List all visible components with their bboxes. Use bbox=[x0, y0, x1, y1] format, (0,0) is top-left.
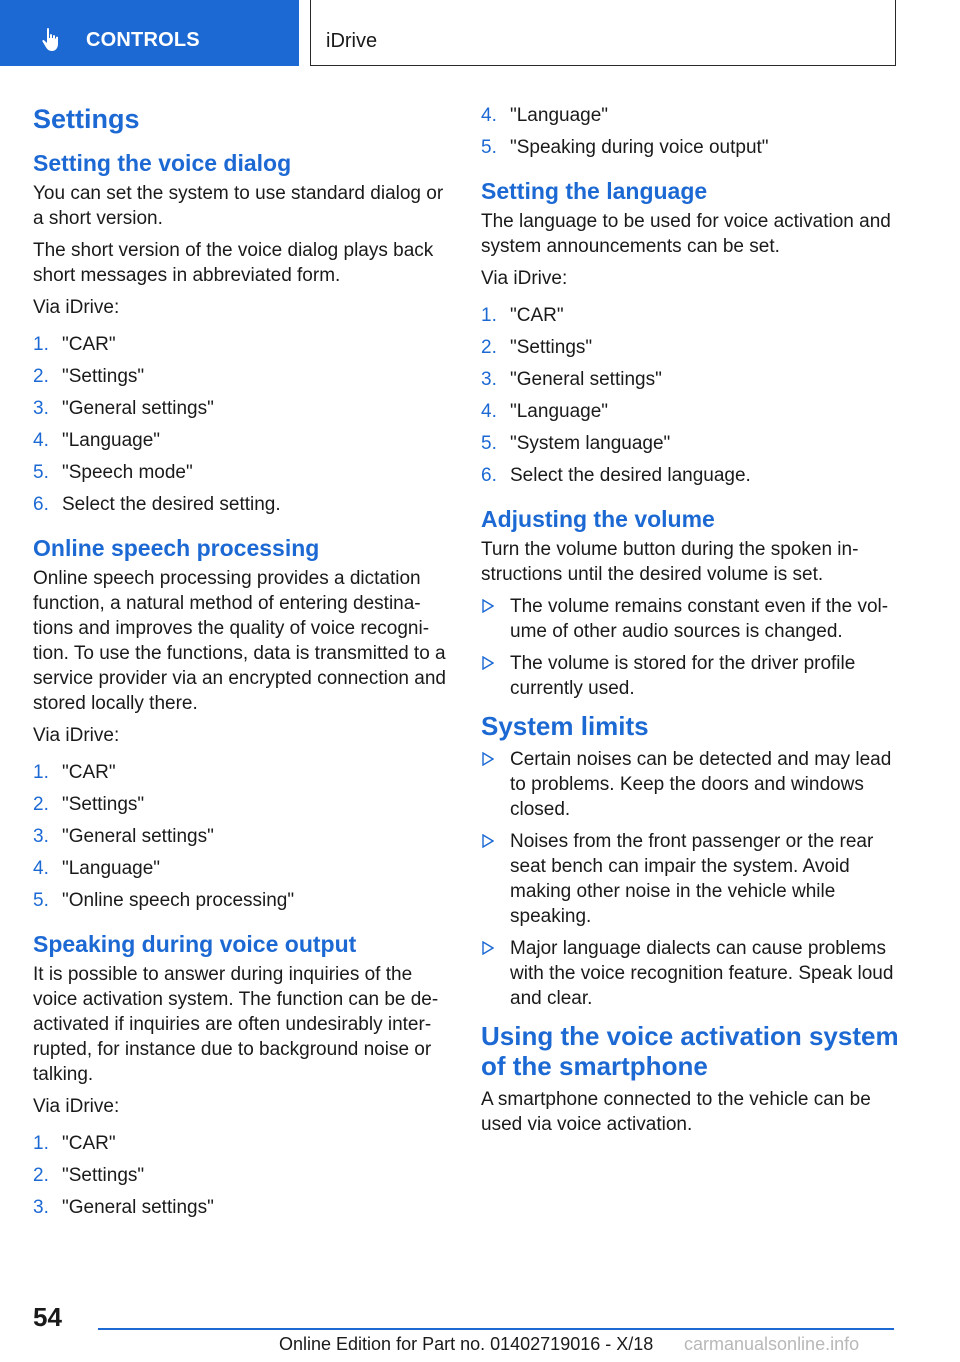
list-item bbox=[481, 651, 901, 701]
step-text: "CAR" bbox=[62, 762, 116, 783]
paragraph: A smartphone connected to the vehicle can be used via voice activation. bbox=[481, 1089, 871, 1135]
via-idrive-label: Via iDrive: bbox=[481, 268, 568, 289]
step-text: "General settings" bbox=[510, 369, 662, 390]
list-item bbox=[33, 1192, 453, 1224]
paragraph: It is possible to answer during inquiries of the voice activation system. The function can be de-activated if inquiries are often undesirably inter-rupted, for instance due to background noise or talking. bbox=[33, 964, 439, 1085]
section-heading-system-limits: System limits bbox=[481, 711, 649, 741]
list-item bbox=[481, 747, 901, 822]
section-heading-settings: Settings bbox=[33, 104, 140, 134]
step-number: 4. bbox=[481, 105, 497, 126]
section-tab bbox=[0, 0, 299, 66]
step-list bbox=[33, 1128, 453, 1224]
step-number: 4. bbox=[33, 430, 49, 451]
step-text: Select the desired setting. bbox=[62, 494, 281, 515]
step-number: 1. bbox=[33, 1133, 49, 1154]
list-item bbox=[481, 332, 901, 364]
subheading-online-speech: Online speech processing bbox=[33, 535, 320, 561]
left-column bbox=[33, 100, 453, 1236]
step-number: 4. bbox=[33, 858, 49, 879]
list-item bbox=[33, 361, 453, 393]
list-item bbox=[33, 757, 453, 789]
section-heading-smartphone-voice: Using the voice activation system of the smartphone bbox=[481, 1021, 899, 1081]
subheading-voice-dialog: Setting the voice dialog bbox=[33, 150, 292, 176]
list-item bbox=[481, 132, 901, 164]
step-list bbox=[481, 100, 901, 164]
list-item bbox=[33, 1160, 453, 1192]
page-number: 54 bbox=[33, 1302, 62, 1332]
bullet-text: The volume remains constant even if the vol-ume of other audio sources is changed. bbox=[510, 596, 889, 642]
right-column bbox=[481, 100, 901, 1144]
paragraph: The short version of the voice dialog plays back short messages in abbreviated form. bbox=[33, 240, 434, 286]
step-text: "Language" bbox=[62, 858, 161, 879]
step-text: "General settings" bbox=[62, 398, 214, 419]
step-text: "Online speech processing" bbox=[62, 890, 295, 911]
list-item bbox=[481, 396, 901, 428]
step-list bbox=[33, 757, 453, 917]
via-idrive-label: Via iDrive: bbox=[33, 297, 120, 318]
list-item bbox=[33, 489, 453, 521]
via-idrive-label: Via iDrive: bbox=[33, 1096, 120, 1117]
step-number: 1. bbox=[33, 762, 49, 783]
step-text: "General settings" bbox=[62, 826, 214, 847]
list-item bbox=[481, 460, 901, 492]
list-item bbox=[33, 853, 453, 885]
step-number: 2. bbox=[481, 337, 497, 358]
triangle-bullet-icon bbox=[482, 941, 494, 955]
step-number: 5. bbox=[33, 890, 49, 911]
list-item bbox=[33, 393, 453, 425]
list-item bbox=[481, 300, 901, 332]
step-text: "CAR" bbox=[62, 1133, 116, 1154]
step-text: "Settings" bbox=[62, 794, 145, 815]
list-item bbox=[33, 457, 453, 489]
step-number: 6. bbox=[33, 494, 49, 515]
list-item bbox=[481, 829, 901, 929]
step-number: 4. bbox=[481, 401, 497, 422]
list-item bbox=[481, 936, 901, 1011]
step-number: 5. bbox=[33, 462, 49, 483]
triangle-bullet-icon bbox=[482, 599, 494, 613]
via-idrive-label: Via iDrive: bbox=[33, 725, 120, 746]
list-item bbox=[481, 364, 901, 396]
step-number: 5. bbox=[481, 433, 497, 454]
list-item bbox=[33, 821, 453, 853]
triangle-bullet-icon bbox=[482, 752, 494, 766]
step-text: "CAR" bbox=[510, 305, 564, 326]
step-number: 3. bbox=[33, 826, 49, 847]
hand-pointer-icon bbox=[38, 26, 66, 54]
step-text: "CAR" bbox=[62, 334, 116, 355]
subheading-adjusting-volume: Adjusting the volume bbox=[481, 506, 715, 532]
paragraph: Online speech processing provides a dictation function, a natural method of entering destina-tions and improves the quality of voice recogni-tion. To use the functions, data is transmitted to a service provider via an encrypted connection and stored locally there. bbox=[33, 568, 446, 714]
step-list bbox=[33, 329, 453, 521]
step-number: 1. bbox=[481, 305, 497, 326]
list-item bbox=[33, 885, 453, 917]
paragraph: Turn the volume button during the spoken in-structions until the desired volume is set. bbox=[481, 539, 859, 585]
step-number: 3. bbox=[33, 1197, 49, 1218]
step-text: "Settings" bbox=[62, 366, 145, 387]
paragraph: The language to be used for voice activation and system announcements can be set. bbox=[481, 211, 891, 257]
step-text: "Settings" bbox=[510, 337, 593, 358]
step-number: 2. bbox=[33, 794, 49, 815]
footer-divider bbox=[98, 1328, 894, 1330]
list-item bbox=[33, 425, 453, 457]
subheading-setting-language: Setting the language bbox=[481, 178, 708, 204]
step-number: 3. bbox=[33, 398, 49, 419]
bullet-list bbox=[481, 594, 901, 701]
triangle-bullet-icon bbox=[482, 656, 494, 670]
step-number: 2. bbox=[33, 1165, 49, 1186]
step-list bbox=[481, 300, 901, 492]
triangle-bullet-icon bbox=[482, 834, 494, 848]
bullet-text: The volume is stored for the driver profile currently used. bbox=[510, 653, 856, 699]
step-number: 5. bbox=[481, 137, 497, 158]
list-item bbox=[33, 789, 453, 821]
bullet-list bbox=[481, 747, 901, 1011]
list-item bbox=[481, 594, 901, 644]
list-item bbox=[481, 100, 901, 132]
chapter-header bbox=[310, 0, 896, 66]
step-text: "General settings" bbox=[62, 1197, 214, 1218]
chapter-title: iDrive bbox=[326, 30, 378, 52]
bullet-text: Certain noises can be detected and may lead to problems. Keep the doors and windows closed. bbox=[510, 749, 892, 820]
step-text: "Language" bbox=[62, 430, 161, 451]
edition-text: Online Edition for Part no. 01402719016 - X/18 bbox=[279, 1334, 654, 1354]
step-text: "Speaking during voice output" bbox=[510, 137, 769, 158]
step-text: "Speech mode" bbox=[62, 462, 193, 483]
section-tab-label: CONTROLS bbox=[86, 29, 200, 51]
list-item bbox=[481, 428, 901, 460]
list-item bbox=[33, 1128, 453, 1160]
step-text: "System language" bbox=[510, 433, 671, 454]
step-number: 2. bbox=[33, 366, 49, 387]
bullet-text: Major language dialects can cause problems with the voice recognition feature. Speak loud and clear. bbox=[510, 938, 894, 1009]
step-number: 1. bbox=[33, 334, 49, 355]
step-text: "Settings" bbox=[62, 1165, 145, 1186]
step-text: "Language" bbox=[510, 105, 609, 126]
step-text: Select the desired language. bbox=[510, 465, 751, 486]
step-number: 6. bbox=[481, 465, 497, 486]
paragraph: You can set the system to use standard dialog or a short version. bbox=[33, 183, 444, 229]
list-item bbox=[33, 329, 453, 361]
subheading-speaking-during-output: Speaking during voice output bbox=[33, 931, 357, 957]
bullet-text: Noises from the front passenger or the rear seat bench can impair the system. Avoid making other noise in the vehicle while speaking. bbox=[510, 831, 874, 927]
step-number: 3. bbox=[481, 369, 497, 390]
watermark: carmanualsonline.info bbox=[684, 1334, 860, 1354]
step-text: "Language" bbox=[510, 401, 609, 422]
